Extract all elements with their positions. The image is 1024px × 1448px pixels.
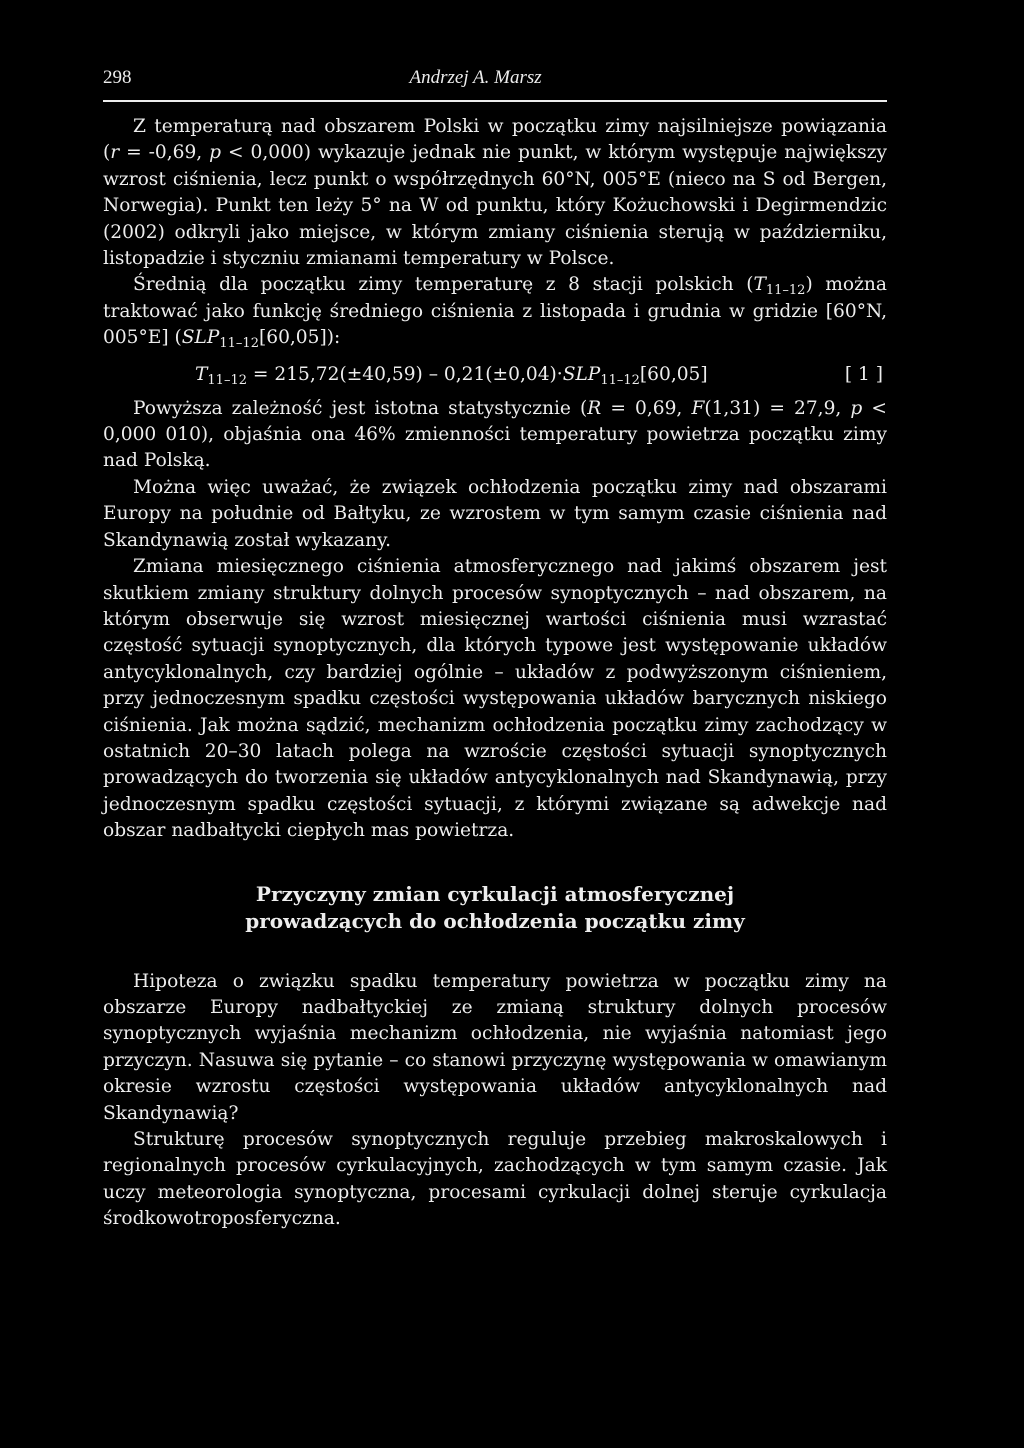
paragraphs-before-equation bbox=[103, 114, 887, 352]
equation-expression bbox=[195, 362, 708, 388]
text-run: Z temperaturą nad obszarem Polski w początku zimy najsilniejsze powiązania ( bbox=[103, 116, 887, 164]
text-run: ) można traktować jako funkcję średniego ciśnienia z listopada i grudnia w gridzie [60°N, 005°E] ( bbox=[103, 274, 887, 349]
equation-middle: = 215,72(±40,59) – 0,21(±0,04)· bbox=[247, 363, 563, 385]
paragraph bbox=[103, 969, 887, 1127]
italic-symbol: F bbox=[691, 397, 705, 419]
text-run: = 0,69, bbox=[601, 397, 692, 419]
text-run: < 0,000 010), objaśnia ona 46% zmienności temperatury powietrza początku zimy nad Polską. bbox=[103, 397, 887, 472]
text-run: = -0,69, bbox=[119, 142, 210, 164]
italic-symbol: T bbox=[753, 274, 766, 296]
body-text bbox=[103, 114, 887, 1233]
text-run: Hipoteza o związku spadku temperatury powietrza w początku zimy na obszarze Europy nadbałtyckiej ze zmianą struktury dolnych procesów synoptycznych wyjaśnia mechanizm ochłodzenia, nie wyjaśnia natomiast jego przyczyn. Nasuwa się pytanie – co stanowi przyczynę występowania w omawianym okresie wzrostu częstości występowania układów antycyklonalnych nad Skandynawią? bbox=[103, 970, 887, 1124]
section-heading bbox=[103, 881, 887, 935]
paragraph bbox=[103, 396, 887, 475]
italic-symbol: SLP bbox=[181, 327, 220, 349]
running-head-author: Andrzej A. Marsz bbox=[409, 67, 542, 88]
page-number: 298 bbox=[103, 67, 132, 88]
paragraphs-after-equation bbox=[103, 396, 887, 845]
italic-symbol: R bbox=[587, 397, 602, 419]
text-run: (1,31) = 27,9, bbox=[704, 397, 851, 419]
text-run: Średnią dla początku zimy temperaturę z 8 stacji polskich ( bbox=[133, 274, 754, 296]
equation-number: [ 1 ] bbox=[844, 363, 883, 385]
paragraph bbox=[103, 272, 887, 351]
section-paragraphs bbox=[103, 969, 887, 1233]
text-run: [60,05]): bbox=[258, 327, 341, 349]
text-run: Strukturę procesów synoptycznych reguluje przebieg makroskalowych i regionalnych procesów cyrkulacyjnych, zachodzących w tym samym czasie. Jak uczy meteorologia synoptyczna, procesami cyrkulacji dolnej steruje cyrkulacja środkowotroposferyczna. bbox=[103, 1129, 887, 1230]
paragraph bbox=[103, 475, 887, 554]
paragraph bbox=[103, 554, 887, 844]
text-run: Można więc uważać, że związek ochłodzenia początku zimy nad obszarami Europy na południe od Bałtyku, ze wzrostem w tym samym czasie ciśnienia nad Skandynawią został wykazany. bbox=[103, 476, 887, 551]
document-page bbox=[103, 66, 887, 1233]
italic-symbol: p bbox=[850, 397, 863, 419]
paragraph bbox=[103, 1127, 887, 1233]
italic-symbol: p bbox=[209, 142, 222, 164]
italic-symbol: r bbox=[110, 142, 120, 164]
equation-slp: SLP bbox=[562, 363, 601, 385]
subscript: 11–12 bbox=[219, 336, 259, 352]
text-run: Zmiana miesięcznego ciśnienia atmosferycznego nad jakimś obszarem jest skutkiem zmiany struktury dolnych procesów synoptycznych – nad obszarem, na którym obserwuje się wzrost miesięcznej wartości ciśnienia musi wzrastać częstość sytuacji synoptycznych, dla których typowe jest występowanie układów antycyklonalnych, czy bardziej ogólnie – układów z podwyższonym ciśnieniem, przy jednoczesnym spadku częstości występowania układów barycznych niskiego ciśnienia. Jak można sądzić, mechanizm ochłodzenia początku zimy zachodzący w ostatnich 20–30 latach polega na wzroście częstości sytuacji synoptycznych prowadzących do tworzenia się układów antycyklonalnych nad Skandynawią, przy jednoczesnym spadku częstości sytuacji, z którymi związane są adwekcje nad obszar nadbałtycki ciepłych mas powietrza. bbox=[103, 556, 887, 842]
equation-lhs-subscript: 11–12 bbox=[207, 372, 247, 388]
running-head bbox=[103, 66, 887, 102]
subscript: 11–12 bbox=[765, 283, 806, 299]
paragraph bbox=[103, 114, 887, 272]
text-run: < 0,000) wykazuje jednak nie punkt, w którym występuje największy wzrost ciśnienia, lecz punkt o współrzędnych 60°N, 005°E (nieco na S od Bergen, Norwegia). Punkt ten leży 5° na W od punktu, który Kożuchowski i Degirmendzic (2002) odkryli jako miejsce, w którym zmiany ciśnienia sterują w październiku, listopadzie i styczniu zmianami temperatury w Polsce. bbox=[103, 142, 888, 270]
section-heading-line-2: prowadzących do ochłodzenia początku zimy bbox=[245, 908, 745, 933]
equation-tail: [60,05] bbox=[639, 363, 708, 385]
equation-lhs: T bbox=[195, 363, 208, 385]
equation-1 bbox=[103, 362, 887, 388]
equation-slp-subscript: 11–12 bbox=[600, 372, 640, 388]
text-run: Powyższa zależność jest istotna statystycznie ( bbox=[133, 397, 588, 419]
section-heading-line-1: Przyczyny zmian cyrkulacji atmosferycznej bbox=[255, 881, 735, 906]
